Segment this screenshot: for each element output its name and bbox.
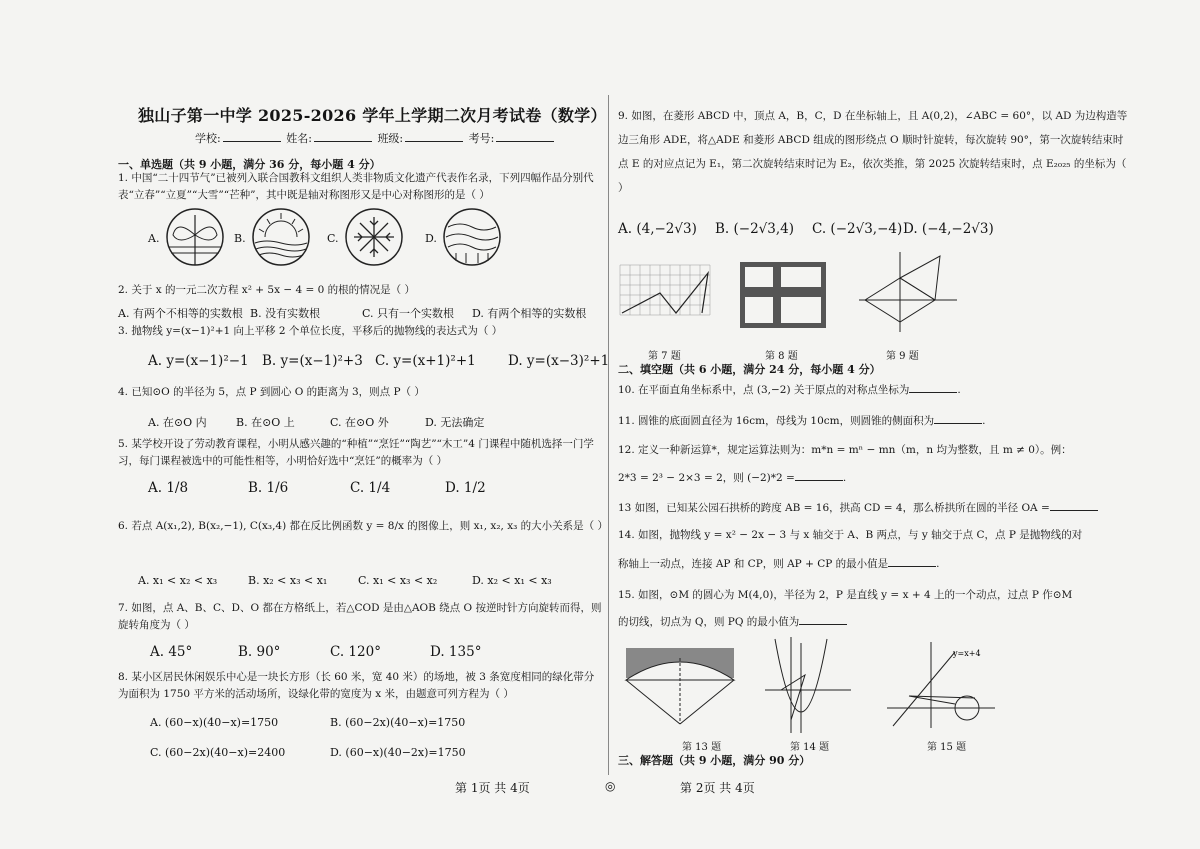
q6-option-c[interactable]: C. x₁ < x₃ < x₂ <box>358 574 438 587</box>
figure-14-caption: 第 14 题 <box>790 742 830 753</box>
figure-7-caption: 第 7 题 <box>648 351 681 362</box>
q8-option-a[interactable]: A. (60−x)(40−x)=1750 <box>150 716 279 729</box>
q1-image-c <box>344 207 404 267</box>
question-14-line1: 14. 如图，抛物线 y = x² − 2x − 3 与 x 轴交于 A、B 两点，与 y 轴交于点 C，点 P 是抛物线的对 <box>618 529 1083 541</box>
footer-center: ◎ <box>605 779 616 793</box>
q1-image-b <box>251 207 311 267</box>
question-15-line1: 15. 如图，⊙M 的圆心为 M(4,0)，半径为 2，P 是直线 y = x + 4 上的一个动点，过点 P 作⊙M <box>618 589 1073 601</box>
student-info-row <box>195 130 556 146</box>
question-4: 4. 已知⊙O 的半径为 5，点 P 到圆心 O 的距离为 3，则点 P（ ） <box>118 386 425 398</box>
figure-15-caption: 第 15 题 <box>927 742 967 753</box>
question-10-text: 10. 在平面直角坐标系中，点 (3,−2) 关于原点的对称点坐标为 <box>618 384 910 396</box>
question-1: 1. 中国“二十四节气”已被列入联合国教科文组织人类非物质文化遗产代表作名录，下列四幅作品分别代表“立春”“立夏”“大雪”“芒种”，其中既是轴对称图形又是中心对称图形的是（ ） <box>118 172 594 201</box>
question-11-text: 11. 圆锥的底面圆直径为 16cm，母线为 10cm，则圆锥的侧面积为 <box>618 415 935 427</box>
q15-answer-blank[interactable] <box>799 614 847 625</box>
q8-option-d[interactable]: D. (60−x)(40−2x)=1750 <box>330 746 466 759</box>
q1-option-c[interactable]: C. <box>327 232 339 245</box>
q9-option-d[interactable]: D. (−4,−2√3) <box>903 221 994 237</box>
figure-15-line-label: y=x+4 <box>953 649 981 658</box>
q1-image-a <box>165 207 225 267</box>
name-label: 姓名: <box>286 132 312 145</box>
q12-answer-blank[interactable] <box>795 470 843 481</box>
school-blank[interactable] <box>223 131 281 142</box>
figure-13-caption: 第 13 题 <box>682 742 722 753</box>
question-3: 3. 抛物线 y=(x−1)²+1 向上平移 2 个单位长度，平移后的抛物线的表达式为（ ） <box>118 325 503 337</box>
q3-option-c[interactable]: C. y=(x+1)²+1 <box>375 353 476 369</box>
question-8: 8. 某小区居民休闲娱乐中心是一块长方形（长 60 米，宽 40 米）的场地，被 3 条宽度相同的绿化带分为面积为 1750 平方米的活动场所，设绿化带的宽度为 x 米，由题意可列方程为（ ） <box>118 671 595 700</box>
figure-9-rhombus <box>855 250 960 335</box>
q2-option-d[interactable]: D. 有两个相等的实数根 <box>472 307 587 320</box>
figure-14-parabola <box>763 635 853 735</box>
q5-option-c[interactable]: C. 1/4 <box>350 480 391 496</box>
q10-answer-blank[interactable] <box>909 382 957 393</box>
exam-title: 独山子第一中学 2025-2026 学年上学期二次月考试卷（数学） <box>138 106 607 125</box>
section-2-heading: 二、填空题（共 6 小题，满分 24 分，每小题 4 分） <box>618 363 881 376</box>
q7-option-d[interactable]: D. 135° <box>430 644 482 660</box>
q3-option-b[interactable]: B. y=(x−1)²+3 <box>262 353 363 369</box>
column-divider <box>608 95 609 775</box>
q2-option-a[interactable]: A. 有两个不相等的实数根 <box>118 307 243 320</box>
q4-option-a[interactable]: A. 在⊙O 内 <box>148 416 207 429</box>
footer-right: 第 2页 共 4页 <box>680 781 755 795</box>
q9-option-c[interactable]: C. (−2√3,−4) <box>812 221 903 237</box>
q4-option-b[interactable]: B. 在⊙O 上 <box>236 416 295 429</box>
q7-option-c[interactable]: C. 120° <box>330 644 381 660</box>
q4-option-d[interactable]: D. 无法确定 <box>425 416 485 429</box>
figure-15-circle-line <box>885 640 1000 730</box>
q11-answer-blank[interactable] <box>934 413 982 424</box>
question-10: 10. 在平面直角坐标系中，点 (3,−2) 关于原点的对称点坐标为 . <box>618 384 961 396</box>
q7-option-a[interactable]: A. 45° <box>150 644 193 660</box>
q8-option-b[interactable]: B. (60−2x)(40−x)=1750 <box>330 716 466 729</box>
q9-option-a[interactable]: A. (4,−2√3) <box>618 221 697 237</box>
q5-option-b[interactable]: B. 1/6 <box>248 480 289 496</box>
question-14-text: 称轴上一动点，连接 AP 和 CP，则 AP + CP 的最小值是 <box>618 558 889 570</box>
q1-image-d <box>442 207 502 267</box>
q5-option-a[interactable]: A. 1/8 <box>148 480 189 496</box>
q7-option-b[interactable]: B. 90° <box>238 644 281 660</box>
q1-option-d[interactable]: D. <box>425 232 437 245</box>
q3-option-a[interactable]: A. y=(x−1)²−1 <box>148 353 249 369</box>
figure-13-bridge <box>620 640 740 730</box>
class-blank[interactable] <box>405 131 463 142</box>
question-2: 2. 关于 x 的一元二次方程 x² + 5x − 4 = 0 的根的情况是（ ） <box>118 284 415 296</box>
q13-answer-blank[interactable] <box>1050 500 1098 511</box>
figure-9-caption: 第 9 题 <box>886 351 919 362</box>
class-label: 班级: <box>377 132 404 145</box>
footer-left: 第 1页 共 4页 <box>455 781 530 795</box>
q4-option-c[interactable]: C. 在⊙O 外 <box>330 416 389 429</box>
q8-option-c[interactable]: C. (60−2x)(40−x)=2400 <box>150 746 286 759</box>
section-3-heading: 三、解答题（共 9 小题，满分 90 分） <box>618 754 811 767</box>
question-7: 7. 如图，点 A、B、C、D、O 都在方格纸上，若△COD 是由△AOB 绕点 O 按逆时针方向旋转而得，则旋转角度为（ ） <box>118 602 602 631</box>
question-15-text: 的切线，切点为 Q，则 PQ 的最小值为 <box>618 616 800 628</box>
q6-option-b[interactable]: B. x₂ < x₃ < x₁ <box>248 574 328 587</box>
name-blank[interactable] <box>314 131 372 142</box>
q6-option-d[interactable]: D. x₂ < x₁ < x₃ <box>472 574 552 587</box>
q2-option-c[interactable]: C. 只有一个实数根 <box>362 307 455 320</box>
question-5: 5. 某学校开设了劳动教育课程，小明从感兴趣的“种植”“烹饪”“陶艺”“木工”4 门课程中随机选择一门学习，每门课程被选中的可能性相等，小明恰好选中“烹饪”的概率为（ ） <box>118 438 594 467</box>
number-blank[interactable] <box>496 131 554 142</box>
question-12-text: 2*3 = 2³ − 2×3 = 2，则 (−2)*2 = <box>618 472 795 484</box>
question-6: 6. 若点 A(x₁,2), B(x₂,−1), C(x₃,4) 都在反比例函数 y = 8/x 的图像上，则 x₁, x₂, x₃ 的大小关系是（ ） <box>118 520 609 532</box>
figure-8-field <box>738 260 828 330</box>
q5-option-d[interactable]: D. 1/2 <box>445 480 486 496</box>
section-1-heading: 一、单选题（共 9 小题，满分 36 分，每小题 4 分） <box>118 158 381 171</box>
q1-option-a[interactable]: A. <box>148 232 160 245</box>
question-11: 11. 圆锥的底面圆直径为 16cm，母线为 10cm，则圆锥的侧面积为 . <box>618 415 986 427</box>
figure-7-grid <box>618 263 713 323</box>
q14-answer-blank[interactable] <box>888 556 936 567</box>
school-label: 学校: <box>195 132 221 145</box>
number-label: 考号: <box>468 132 495 145</box>
question-13-text: 13 如图，已知某公园石拱桥的跨度 AB = 16，拱高 CD = 4，那么桥拱所在圆的半径 OA = <box>618 502 1050 514</box>
question-12-line2: 2*3 = 2³ − 2×3 = 2，则 (−2)*2 = . <box>618 472 847 484</box>
question-9: 9. 如图，在菱形 ABCD 中，顶点 A，B，C，D 在坐标轴上，且 A(0,2)，∠ABC = 60°，以 AD 为边构造等边三角形 ADE，将△ADE 和菱形 ABCD 组成的图形绕点 O 顺时针旋转，每次旋转 90°，第一次旋转结束时点 E 的对应点记为 E₁，第二次旋转结束时记为 E₂，依次类推，第 2025 次旋转结束时，点 E₂₀₂₅ 的坐标为（ ） <box>618 110 1128 194</box>
question-15-line2 <box>618 614 847 631</box>
question-14-line2: 称轴上一动点，连接 AP 和 CP，则 AP + CP 的最小值是 . <box>618 558 940 570</box>
q6-option-a[interactable]: A. x₁ < x₂ < x₃ <box>138 574 218 587</box>
figure-8-caption: 第 8 题 <box>765 351 798 362</box>
q2-option-b[interactable]: B. 没有实数根 <box>250 307 321 320</box>
q9-option-b[interactable]: B. (−2√3,4) <box>715 221 795 237</box>
question-12-line1: 12. 定义一种新运算*，规定运算法则为：m*n = mⁿ − mn（m，n 均为整数，且 m ≠ 0）。例： <box>618 444 1072 456</box>
question-13 <box>618 500 1098 517</box>
q1-option-b[interactable]: B. <box>234 232 246 245</box>
q3-option-d[interactable]: D. y=(x−3)²+1 <box>508 353 610 369</box>
